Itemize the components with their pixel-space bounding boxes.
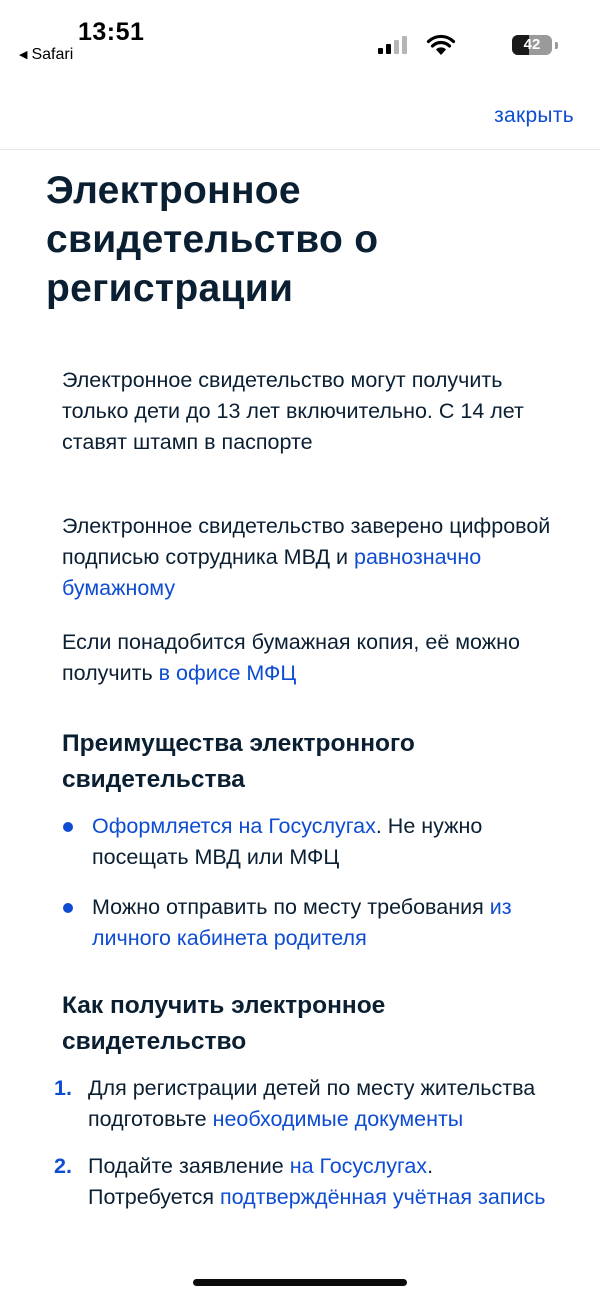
parent-account-link[interactable]: из личного кабинета родителя <box>92 895 512 950</box>
list-item <box>54 1151 562 1213</box>
step-text: Подайте заявление <box>88 1154 290 1178</box>
header-divider <box>0 149 600 150</box>
intro-paragraph <box>62 365 562 458</box>
bullet-icon <box>63 903 73 913</box>
signature-text: Электронное свидетельство заверено цифровой подписью сотрудника МВД и <box>62 514 551 569</box>
list-item <box>62 892 562 954</box>
status-indicators <box>352 32 552 58</box>
battery-icon <box>512 35 552 55</box>
battery-level: 42 <box>523 36 541 53</box>
step-text: . Потребуется <box>88 1154 434 1209</box>
equivalent-to-paper-link[interactable]: равнозначно бумажному <box>62 545 482 600</box>
back-app-label: Safari <box>31 46 74 63</box>
paper-copy-text: Если понадобится бумажная копия, её можно получить <box>62 630 520 685</box>
paper-copy-paragraph <box>62 627 562 689</box>
step-number: 2. <box>54 1154 72 1178</box>
step-text: Для регистрации детей по месту жительства подготовьте <box>88 1076 536 1131</box>
gosuslugi-apply-link[interactable]: Оформляется на Госуслугах <box>92 814 376 838</box>
home-indicator <box>193 1279 407 1286</box>
benefits-list <box>62 811 562 973</box>
verified-account-link[interactable]: подтверждённая учётная запись <box>220 1185 546 1209</box>
status-time: 13:51 <box>78 18 145 46</box>
bullet-icon <box>63 822 73 832</box>
page-title: Электронное свидетельство о регистрации <box>46 169 379 310</box>
signature-paragraph <box>62 511 562 604</box>
benefit-text: . Не нужно посещать МВД или МФЦ <box>92 814 483 869</box>
battery-tip <box>555 42 558 49</box>
required-documents-link[interactable]: необходимые документы <box>212 1107 464 1131</box>
list-item <box>54 1073 562 1135</box>
benefit-text: Можно отправить по месту требования <box>92 895 490 919</box>
close-button[interactable]: закрыть <box>494 104 574 127</box>
wifi-icon <box>426 34 456 56</box>
gosuslugi-link[interactable]: на Госуслугах <box>289 1154 428 1178</box>
mfc-office-link[interactable]: в офисе МФЦ <box>158 661 297 685</box>
how-to-steps <box>54 1073 562 1229</box>
back-to-app-link[interactable] <box>19 46 73 64</box>
intro-text: Электронное свидетельство могут получить только дети до 13 лет включительно. С 14 лет ставят штамп в паспорте <box>62 368 524 454</box>
benefits-heading: Преимущества электронного свидетельства <box>62 730 415 793</box>
back-triangle-icon: ◀ <box>19 49 28 61</box>
how-to-heading: Как получить электронное свидетельство <box>62 992 386 1055</box>
step-number: 1. <box>54 1076 72 1100</box>
cellular-signal-icon <box>378 36 412 54</box>
list-item <box>62 811 562 873</box>
